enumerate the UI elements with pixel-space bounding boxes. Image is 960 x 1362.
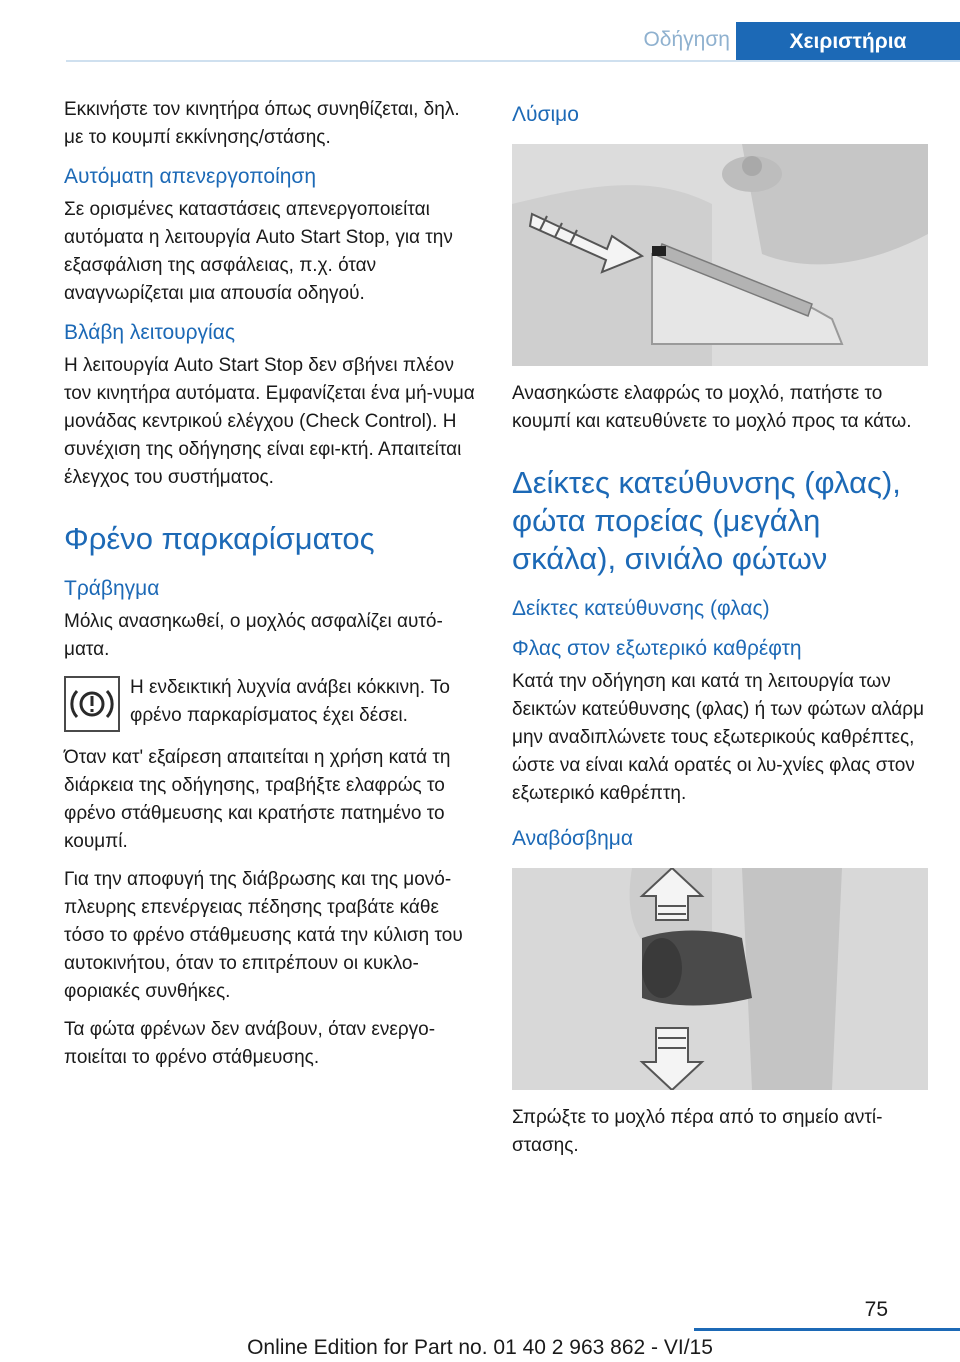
turn-signal-heading: Δείκτες κατεύθυνσης (φλας) bbox=[512, 597, 770, 620]
parking-brake-title: Φρένο παρκαρίσματος bbox=[64, 521, 375, 556]
parking-brake-lever-figure bbox=[512, 144, 928, 366]
mirror-heading: Φλας στον εξωτερικό καθρέφτη bbox=[512, 637, 802, 660]
release-heading: Λύσιμο bbox=[512, 103, 579, 126]
emergency-text: Όταν κατ' εξαίρεση απαιτείται η χρήση κατά τη διάρκεια της οδήγησης, τραβήξτε ελαφρώς το φρένο στάθμευσης και κρατήστε πατημένο το κουμπί. bbox=[64, 747, 451, 852]
page-number: 75 bbox=[864, 1298, 888, 1321]
header-rule bbox=[66, 60, 960, 62]
fault-text: Η λειτουργία Auto Start Stop δεν σβήνει πλέον τον κινητήρα αυτόματα. Εμφανίζεται ένα μή-νυμα μονάδας κεντρικού ελέγχου (Check Control). Η συνέχιση της οδήγησης είναι εφι-κτή. Απαιτείται έλεγχος του συστήματος. bbox=[64, 355, 475, 488]
brake-warning-icon bbox=[64, 676, 120, 732]
edition-footer: Online Edition for Part no. 01 40 2 963 862 - VI/15 bbox=[247, 1336, 713, 1359]
apply-text: Μόλις ανασηκωθεί, ο μοχλός ασφαλίζει αυτό-ματα. bbox=[64, 611, 443, 660]
header-tab-controls: Χειριστήρια bbox=[736, 22, 960, 62]
intro-text: Εκκινήστε τον κινητήρα όπως συνηθίζεται, δηλ. με το κουμπί εκκίνησης/στάσης. bbox=[64, 99, 460, 148]
warning-block bbox=[64, 674, 478, 732]
header-tab-driving: Οδήγηση bbox=[643, 28, 730, 51]
warning-text: Η ενδεικτική λυχνία ανάβει κόκκινη. Το φρένο παρκαρίσματος έχει δέσει. bbox=[130, 677, 450, 726]
right-column bbox=[512, 96, 928, 1170]
corrosion-text: Για την αποφυγή της διάβρωσης και της μονό-πλευρης επενέργειας πέδησης τραβάτε κάθε τόσο το φρένο στάθμευσης κατά την κύλιση του αυτοκινήτου, όταν το επιτρέπουν οι κυκλο-φοριακές συνθήκες. bbox=[64, 869, 463, 1002]
turn-signal-section-title: Δείκτες κατεύθυνσης (φλας), φώτα πορείας (μεγάλη σκάλα), σινιάλο φώτων bbox=[512, 465, 901, 576]
footer-rule bbox=[694, 1328, 960, 1331]
headlight-flasher-figure bbox=[512, 868, 928, 1090]
flash-heading: Αναβόσβημα bbox=[512, 827, 633, 850]
fault-heading: Βλάβη λειτουργίας bbox=[64, 321, 235, 344]
release-caption: Ανασηκώστε ελαφρώς το μοχλό, πατήστε το κουμπί και κατευθύνετε το μοχλό προς τα κάτω. bbox=[512, 383, 912, 432]
auto-off-heading: Αυτόματη απενεργοποίηση bbox=[64, 165, 317, 188]
flash-caption: Σπρώξτε το μοχλό πέρα από το σημείο αντί-στασης. bbox=[512, 1107, 883, 1156]
apply-heading: Τράβηγμα bbox=[64, 577, 160, 600]
brake-lights-text: Τα φώτα φρένων δεν ανάβουν, όταν ενεργο-ποιείται το φρένο στάθμευσης. bbox=[64, 1019, 436, 1068]
page-header bbox=[66, 22, 960, 62]
auto-off-text: Σε ορισμένες καταστάσεις απενεργοποιείται αυτόματα η λειτουργία Auto Start Stop, για την εξασφάλιση της ασφάλειας, π.χ. όταν αναγνωρίζεται μια απουσία οδηγού. bbox=[64, 199, 453, 304]
left-column bbox=[64, 96, 478, 1082]
mirror-text: Κατά την οδήγηση και κατά τη λειτουργία των δεικτών κατεύθυνσης (φλας) ή των φώτων αλάρμ μην αναδιπλώνετε τους εξωτερικούς καθρέπτες, ώστε να είναι καλά ορατές οι λυ-χνίες φλας στον εξωτερικό καθρέπτη. bbox=[512, 671, 925, 804]
